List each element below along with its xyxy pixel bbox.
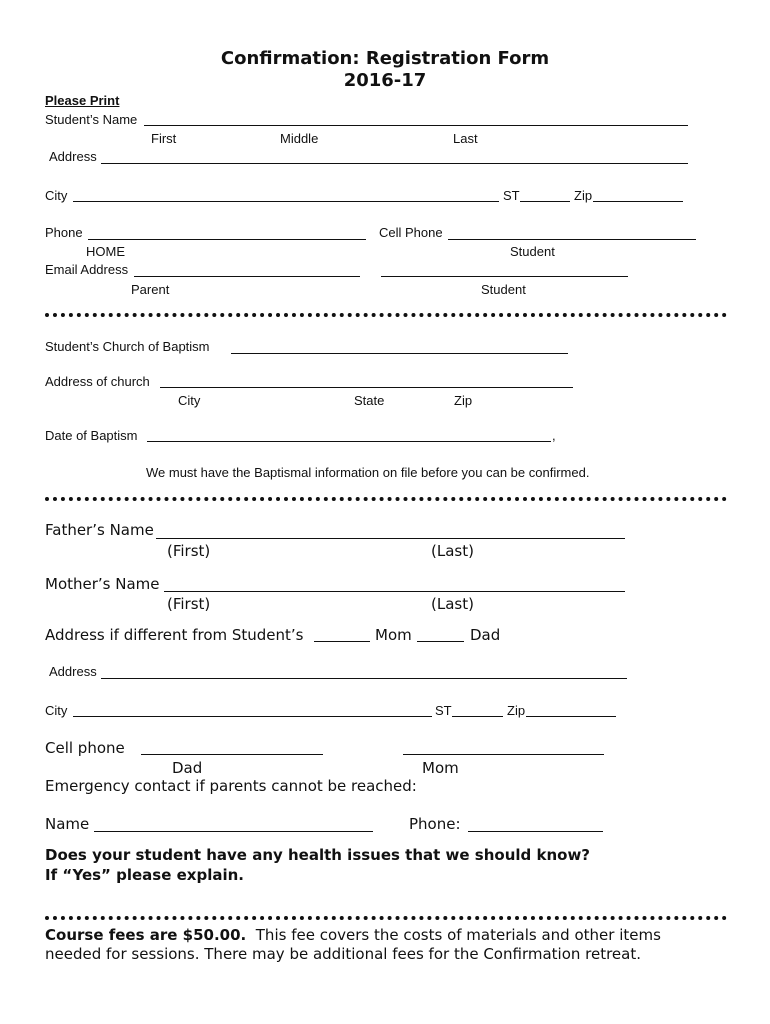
course-fees-line1 [45,926,661,944]
course-fees-line2: needed for sessions. There may be additional fees for the Confirmation retreat. [45,945,642,963]
parent-city-label: City [45,703,68,718]
mom-cell-field[interactable] [403,754,604,755]
church-address-label: Address of church [45,374,150,389]
emergency-name-label: Name [45,815,90,833]
zip-field[interactable] [593,201,683,202]
mom-label: Mom [375,626,412,644]
address-label: Address [49,149,97,164]
zip-label: Zip [574,188,593,203]
section-divider [45,916,727,920]
church-of-baptism-field[interactable] [231,353,568,354]
mother-name-label: Mother’s Name [45,575,160,593]
parent-address-field[interactable] [101,678,627,679]
student-name-label: Student’s Name [45,112,138,127]
student-cell-field[interactable] [448,239,696,240]
church-city-caption: City [178,393,201,408]
parent-email-field[interactable] [134,276,360,277]
cell-phone-parent-label: Cell phone [45,739,125,757]
section-divider [45,497,727,501]
parent-caption: Parent [131,282,170,297]
city-label: City [45,188,68,203]
church-of-baptism-label: Student’s Church of Baptism [45,339,210,354]
parent-zip-label: Zip [507,703,526,718]
form-year: 2016-17 [343,70,427,91]
phone-label: Phone [45,225,83,240]
home-phone-field[interactable] [88,239,366,240]
date-comma: , [552,428,556,443]
student-name-field[interactable] [144,125,688,126]
cell-phone-label: Cell Phone [379,225,443,240]
church-address-field[interactable] [160,387,573,388]
parent-city-field[interactable] [73,716,432,717]
health-question: Does your student have any health issues that we should know? [45,846,591,864]
dad-cell-caption: Dad [172,759,203,777]
health-explain: If “Yes” please explain. [45,866,244,884]
address-if-different-label: Address if different from Student’s [45,626,304,644]
father-name-label: Father’s Name [45,521,154,539]
baptism-note: We must have the Baptismal information on file before you can be confirmed. [146,465,590,480]
student-email-caption: Student [481,282,526,297]
city-field[interactable] [73,201,499,202]
st-field[interactable] [520,201,570,202]
mom-address-check[interactable] [314,641,370,642]
date-of-baptism-label: Date of Baptism [45,428,138,443]
please-print-label: Please Print [45,93,120,108]
course-fees-text: This fee covers the costs of materials and other items [246,926,661,944]
mother-name-field[interactable] [164,591,625,592]
student-email-field[interactable] [381,276,628,277]
middle-caption: Middle [280,131,319,146]
emergency-phone-field[interactable] [468,831,603,832]
emergency-phone-label: Phone: [409,815,461,833]
student-cell-caption: Student [510,244,555,259]
father-first-caption: (First) [167,542,211,560]
email-label: Email Address [45,262,129,277]
home-caption: HOME [86,244,125,259]
church-state-caption: State [354,393,385,408]
church-zip-caption: Zip [454,393,473,408]
last-caption: Last [453,131,478,146]
st-label: ST [503,188,520,203]
dad-cell-field[interactable] [141,754,323,755]
father-last-caption: (Last) [431,542,474,560]
section-divider [45,313,727,317]
dad-label: Dad [470,626,501,644]
mother-first-caption: (First) [167,595,211,613]
father-name-field[interactable] [156,538,625,539]
parent-st-field[interactable] [452,716,503,717]
parent-st-label: ST [435,703,452,718]
address-field[interactable] [101,163,688,164]
course-fees-amount: Course fees are $50.00. [45,926,247,944]
parent-zip-field[interactable] [526,716,616,717]
date-of-baptism-field[interactable] [147,441,551,442]
mother-last-caption: (Last) [431,595,474,613]
mom-cell-caption: Mom [422,759,459,777]
dad-address-check[interactable] [417,641,464,642]
parent-address-label: Address [49,664,97,679]
emergency-contact-label: Emergency contact if parents cannot be reached: [45,777,417,795]
form-title: Confirmation: Registration Form [220,48,550,69]
first-caption: First [151,131,177,146]
emergency-name-field[interactable] [94,831,373,832]
